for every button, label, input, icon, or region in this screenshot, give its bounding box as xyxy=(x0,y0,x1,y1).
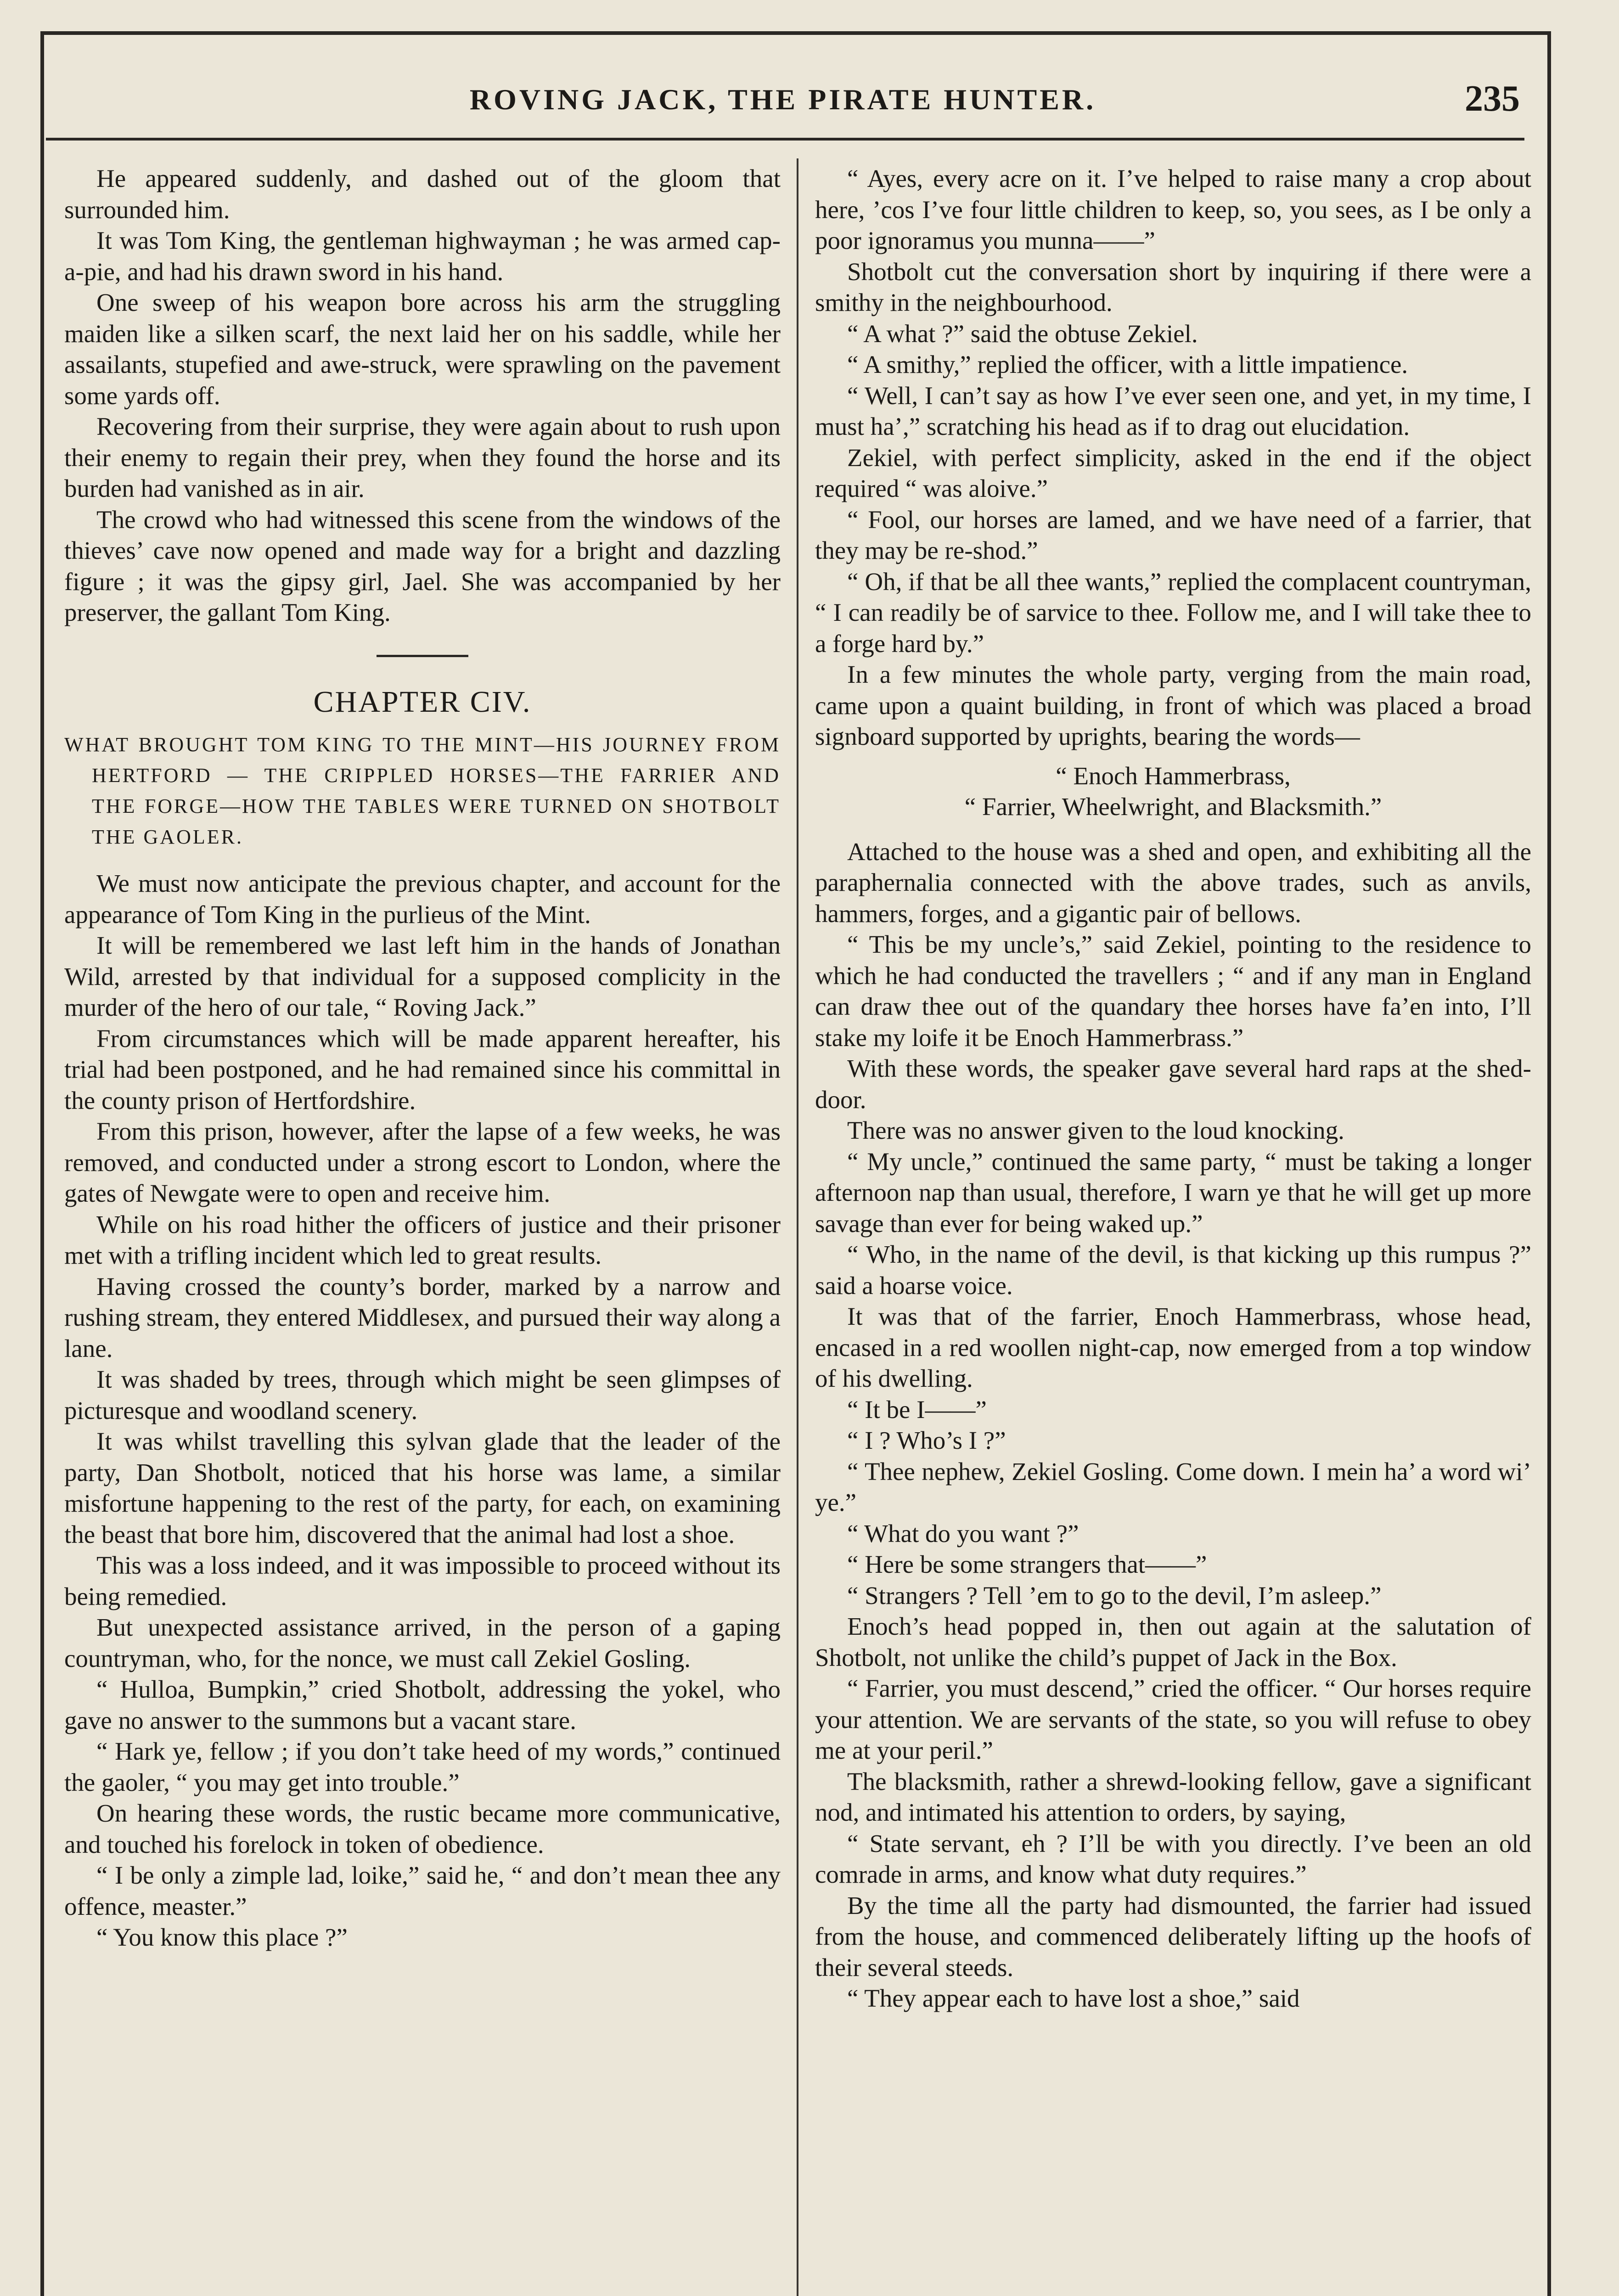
paragraph: Attached to the house was a shed and open, and exhibiting all the paraphernalia connected with the above trades, such as anvils, hammers, forges, and a gigantic pair of bellows. xyxy=(815,837,1531,928)
paragraph: Recovering from their surprise, they were again about to rush upon their enemy to regain their prey, when they found the horse and its burden had vanished as in air. xyxy=(64,412,781,502)
paragraph: From this prison, however, after the lapse of a few weeks, he was removed, and conducted under a strong escort to London, where the gates of Newgate were to open and receive him. xyxy=(64,1117,781,1207)
paragraph: “ Farrier, you must descend,” cried the officer. “ Our horses require your attention. We are servants of the state, so you will refuse to obey me at your peril.” xyxy=(815,1674,1531,1764)
signboard-line-1: “ Enoch Hammerbrass, xyxy=(1056,761,1291,790)
paragraph: “ Here be some strangers that——” xyxy=(847,1550,1207,1578)
column-divider xyxy=(797,158,798,2296)
paragraph: “ A smithy,” replied the officer, with a little impatience. xyxy=(847,350,1408,378)
paragraph: “ Oh, if that be all thee wants,” replied the complacent countryman, “ I can readily be of sarvice to thee. Follow me, and I will take thee to a forge hard by.” xyxy=(815,567,1531,658)
paragraph: It was shaded by trees, through which might be seen glimpses of picturesque and woodland scenery. xyxy=(64,1365,781,1424)
paragraph: We must now anticipate the previous chapter, and account for the appearance of Tom King in the purlieus of the Mint. xyxy=(64,869,781,929)
paragraph: It was that of the farrier, Enoch Hammerbrass, whose head, encased in a red woollen night-cap, now emerged from a top window of his dwelling. xyxy=(815,1302,1531,1392)
paragraph: Having crossed the county’s border, marked by a narrow and rushing stream, they entered Middlesex, and pursued their way along a lane. xyxy=(64,1272,781,1362)
paragraph: “ My uncle,” continued the same party, “ must be taking a longer afternoon nap than usual, therefore, I warn ye that he will get up more savage than ever for being waked up.” xyxy=(815,1147,1531,1238)
left-paragraphs-before xyxy=(64,163,781,628)
chapter-synopsis-text: WHAT BROUGHT TOM KING TO THE MINT—HIS JOURNEY FROM HERTFORD — THE CRIPPLED HORSES—THE FARRIER AND THE FORGE—HOW THE TABLES WERE TURNED ON SHOTBOLT THE GAOLER. xyxy=(64,733,781,848)
paragraph: It was whilst travelling this sylvan glade that the leader of the party, Dan Shotbolt, noticed that his horse was lame, a similar misfortune happening to the rest of the party, for each, on examining the beast that bore him, discovered that the animal had lost a shoe. xyxy=(64,1427,781,1548)
paragraph: Zekiel, with perfect simplicity, asked in the end if the object required “ was aloive.” xyxy=(815,443,1531,502)
paragraph: It will be remembered we last left him in the hands of Jonathan Wild, arrested by that individual for a supposed complicity in the murder of the hero of our tale, “ Roving Jack.” xyxy=(64,931,781,1021)
paragraph: “ You know this place ?” xyxy=(96,1923,348,1951)
paragraph: “ Ayes, every acre on it. I’ve helped to raise many a crop about here, ’cos I’ve four little children to keep, so, you sees, as I be only a poor ignoramus you munna——” xyxy=(815,164,1531,254)
header-rule xyxy=(46,138,1524,141)
paragraph: On hearing these words, the rustic became more communicative, and touched his forelock in token of obedience. xyxy=(64,1799,781,1858)
paragraph: “ Fool, our horses are lamed, and we have need of a farrier, that they may be re-shod.” xyxy=(815,505,1531,564)
paragraph: “ Strangers ? Tell ’em to go to the devil, I’m asleep.” xyxy=(847,1581,1382,1609)
paragraph: “ Hulloa, Bumpkin,” cried Shotbolt, addressing the yokel, who gave no answer to the summons but a vacant stare. xyxy=(64,1675,781,1734)
left-paragraphs-after xyxy=(64,868,781,1953)
page-header xyxy=(46,69,1520,138)
right-paragraphs-before xyxy=(815,163,1531,752)
paragraph: There was no answer given to the loud knocking. xyxy=(847,1116,1344,1144)
paragraph: With these words, the speaker gave several hard raps at the shed-door. xyxy=(815,1054,1531,1114)
paragraph: “ What do you want ?” xyxy=(847,1519,1079,1548)
paragraph: But unexpected assistance arrived, in the person of a gaping countryman, who, for the nonce, we must call Zekiel Gosling. xyxy=(64,1613,781,1672)
paragraph: One sweep of his weapon bore across his arm the struggling maiden like a silken scarf, the next laid her on his saddle, while her assailants, stupefied and awe-struck, were sprawling on the pavement some yards off. xyxy=(64,288,781,410)
paragraph: “ It be I——” xyxy=(847,1395,987,1424)
running-title: ROVING JACK, THE PIRATE HUNTER. xyxy=(469,83,1096,116)
paragraph: “ Who, in the name of the devil, is that kicking up this rumpus ?” said a hoarse voice. xyxy=(815,1240,1531,1300)
paragraph: This was a loss indeed, and it was impossible to proceed without its being remedied. xyxy=(64,1551,781,1610)
section-separator xyxy=(377,655,468,657)
chapter-synopsis xyxy=(64,729,781,852)
paragraph: Enoch’s head popped in, then out again at the salutation of Shotbolt, not unlike the child’s puppet of Jack in the Box. xyxy=(815,1612,1531,1671)
left-column xyxy=(64,163,781,2296)
paragraph: While on his road hither the officers of justice and their prisoner met with a trifling incident which led to great results. xyxy=(64,1210,781,1269)
paragraph: It was Tom King, the gentleman highwayman ; he was armed cap-a-pie, and had his drawn sword in his hand. xyxy=(64,226,781,286)
page-number: 235 xyxy=(1465,79,1520,119)
paragraph: He appeared suddenly, and dashed out of the gloom that surrounded him. xyxy=(64,164,781,224)
right-paragraphs-after xyxy=(815,836,1531,2014)
paragraph: “ I be only a zimple lad, loike,” said he, “ and don’t mean thee any offence, measter.” xyxy=(64,1861,781,1920)
paragraph: The crowd who had witnessed this scene from the windows of the thieves’ cave now opened and made way for a bright and dazzling figure ; it was the gipsy girl, Jael. She was accompanied by her preserver, the gallant Tom King. xyxy=(64,505,781,626)
paragraph: “ This be my uncle’s,” said Zekiel, pointing to the residence to which he had conducted the travellers ; “ and if any man in England can draw thee out of the quandary thee horses have fa’en into, I’ll stake my loife it be Enoch Hammerbrass.” xyxy=(815,930,1531,1052)
chapter-title: CHAPTER CIV. xyxy=(313,685,532,719)
paragraph: The blacksmith, rather a shrewd-looking fellow, gave a significant nod, and intimated his attention to orders, by saying, xyxy=(815,1767,1531,1826)
paragraph: “ I ? Who’s I ?” xyxy=(847,1426,1006,1454)
paragraph: “ Well, I can’t say as how I’ve ever seen one, and yet, in my time, I must ha’,” scratching his head as if to drag out elucidation. xyxy=(815,381,1531,440)
paragraph: From circumstances which will be made apparent hereafter, his trial had been postponed, and he had remained since his committal in the county prison of Hertfordshire. xyxy=(64,1024,781,1114)
paragraph: “ Hark ye, fellow ; if you don’t take heed of my words,” continued the gaoler, “ you may get into trouble.” xyxy=(64,1737,781,1796)
right-column xyxy=(815,163,1531,2296)
paragraph: By the time all the party had dismounted, the farrier had issued from the house, and commenced deliberately lifting up the hoofs of their several steeds. xyxy=(815,1891,1531,1981)
paragraph: In a few minutes the whole party, verging from the main road, came upon a quaint building, in front of which was placed a broad signboard supported by uprights, bearing the words— xyxy=(815,660,1531,750)
paragraph: “ A what ?” said the obtuse Zekiel. xyxy=(847,319,1198,348)
paragraph: Shotbolt cut the conversation short by inquiring if there were a smithy in the neighbourhood. xyxy=(815,257,1531,316)
paragraph: “ Thee nephew, Zekiel Gosling. Come down. I mein ha’ a word wi’ ye.” xyxy=(815,1457,1531,1516)
signboard-text xyxy=(815,760,1531,822)
paragraph: “ They appear each to have lost a shoe,” said xyxy=(847,1984,1300,2012)
signboard-line-2: “ Farrier, Wheelwright, and Blacksmith.” xyxy=(964,793,1382,821)
paragraph: “ State servant, eh ? I’ll be with you directly. I’ve been an old comrade in arms, and know what duty requires.” xyxy=(815,1829,1531,1888)
